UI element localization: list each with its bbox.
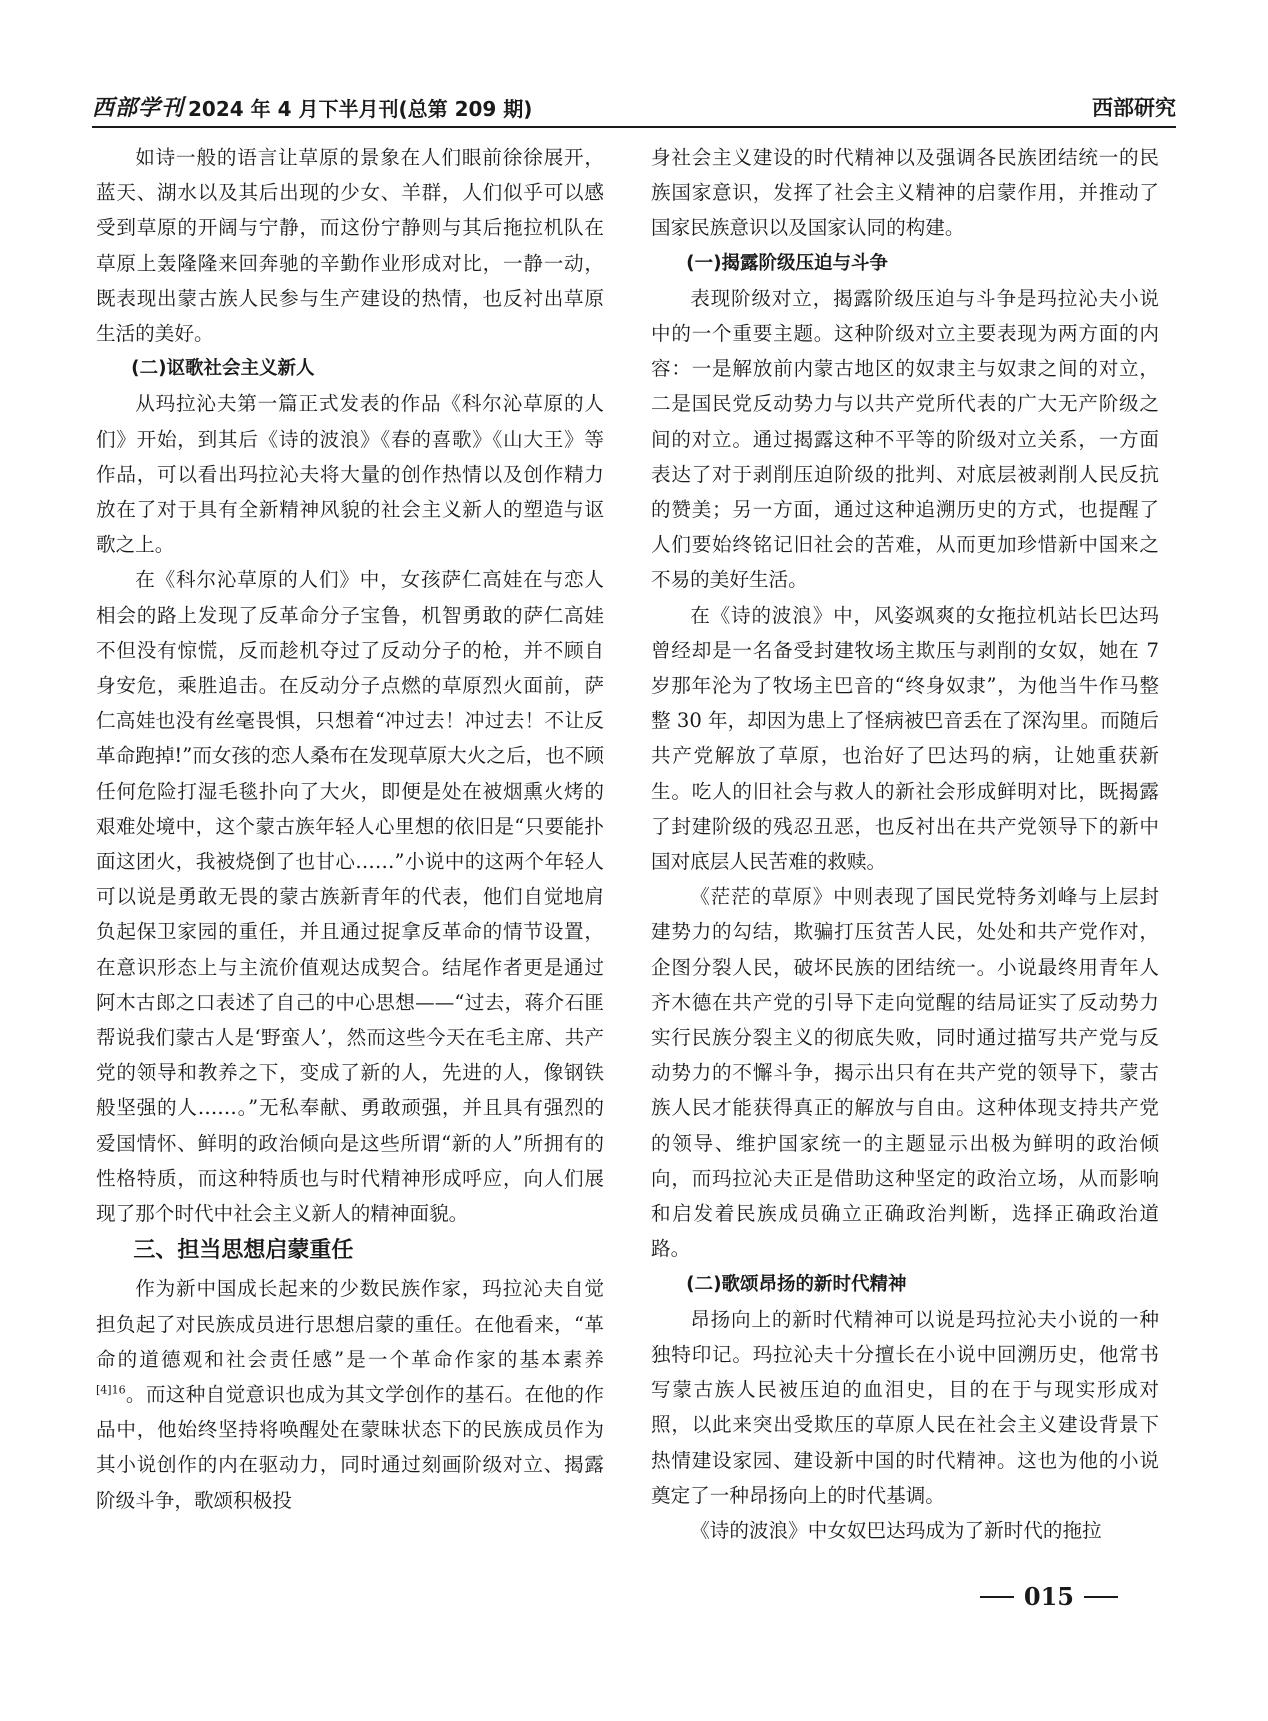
header-left bbox=[92, 91, 532, 122]
paragraph: 《茫茫的草原》中则表现了国民党特务刘峰与上层封建势力的勾结，欺骗打压贫苦人民，处处和共产党作对，企图分裂人民，破坏民族的团结统一。小说最终用青年人齐木德在共产党的引导下走向觉醒的结局证实了反动势力实行民族分裂主义的彻底失败，同时通过描写共产党与反动势力的不懈斗争，揭示出只有在共产党的领导下，蒙古族人民才能获得真正的解放与自由。这种体现支持共产党的领导、维护国家统一的主题显示出极为鲜明的政治倾向，而玛拉沁夫正是借助这种坚定的政治立场，从而影响和启发着民族成员确立正确政治判断，选择正确政治道路。 bbox=[651, 885, 1159, 1261]
paragraph: 昂扬向上的新时代精神可以说是玛拉沁夫小说的一种独特印记。玛拉沁夫十分擅长在小说中回溯历史，他常书写蒙古族人民被压迫的血泪史，目的在于与现实形成对照，以此来突出受欺压的草原人民在社会主义建设背景下热情建设家园、建设新中国的时代精神。这也为他的小说奠定了一种昂扬向上的时代基调。 bbox=[651, 1307, 1159, 1507]
journal-name: 西部学刊 bbox=[92, 95, 185, 121]
section-name: 西部研究 bbox=[1092, 96, 1176, 120]
page-header bbox=[92, 88, 1176, 128]
paragraph: 《诗的波浪》中女奴巴达玛成为了新时代的拖拉 bbox=[690, 1518, 1102, 1542]
paragraph: 如诗一般的语言让草原的景象在人们眼前徐徐展开，蓝天、湖水以及其后出现的少女、羊群，人们似乎可以感受到草原的开阔与宁静，而这份宁静则与其后拖拉机队在草原上轰隆隆来回奔驰的辛勤作业形成对比，一静一动，既表现出蒙古族人民参与生产建设的热情，也反衬出草原生活的美好。 bbox=[96, 146, 604, 346]
left-column bbox=[96, 140, 604, 1518]
paragraph: 表现阶级对立，揭露阶级压迫与斗争是玛拉沁夫小说中的一个重要主题。这种阶级对立主要表现为两方面的内容：一是解放前内蒙古地区的奴隶主与奴隶之间的对立，二是国民党反动势力与以共产党所代表的广大无产阶级之间的对立。通过揭露这种不平等的阶级对立关系，一方面表达了对于剥削压迫阶级的批判、对底层被剥削人民反抗的赞美；另一方面，通过这种追溯历史的方式，也提醒了人们要始终铭记旧社会的苦难，从而更加珍惜新中国来之不易的美好生活。 bbox=[651, 286, 1159, 592]
subsection-heading: (二)歌颂昂扬的新时代精神 bbox=[686, 1273, 907, 1295]
dash-right bbox=[1084, 1596, 1118, 1598]
right-column bbox=[651, 140, 1159, 1548]
paragraph bbox=[96, 1271, 604, 1517]
issue-info: 2024 年 4 月下半月刊(总第 209 期) bbox=[188, 97, 533, 121]
page-number-text: 015 bbox=[1023, 1582, 1074, 1611]
subsection-heading: (一)揭露阶级压迫与斗争 bbox=[686, 252, 889, 274]
subsection-heading: (二)讴歌社会主义新人 bbox=[131, 358, 315, 380]
paragraph: 在《科尔沁草原的人们》中，女孩萨仁高娃在与恋人相会的路上发现了反革命分子宝鲁，机智勇敢的萨仁高娃不但没有惊慌，反而趁机夺过了反动分子的枪，并不顾自身安危，乘胜追击。在反动分子点燃的草原烈火面前，萨仁高娃也没有丝毫畏惧，只想着“冲过去！冲过去！不让反革命跑掉!”而女孩的恋人桑布在发现草原大火之后，也不顾任何危险打湿毛毯扑向了大火，即便是处在被烟熏火烤的艰难处境中，这个蒙古族年轻人心里想的依旧是“只要能扑面这团火，我被烧倒了也甘心……”小说中的这两个年轻人可以说是勇敢无畏的蒙古族新青年的代表，他们自觉地肩负起保卫家园的重任，并且通过捉拿反革命的情节设置，在意识形态上与主流价值观达成契合。结尾作者更是通过阿木古郎之口表述了自己的中心思想——“过去，蒋介石匪帮说我们蒙古人是‘野蛮人’，然而这些今天在毛主席、共产党的领导和教养之下，变成了新的人，先进的人，像钢铁般坚强的人……。”无私奉献、勇敢顽强，并且具有强烈的爱国情怀、鲜明的政治倾向是这些所谓“新的人”所拥有的性格特质，而这种特质也与时代精神形成呼应，向人们展现了那个时代中社会主义新人的精神面貌。 bbox=[96, 568, 604, 1226]
citation-ref: [4]16 bbox=[96, 1383, 126, 1397]
page-number bbox=[980, 1582, 1118, 1611]
paragraph-text: 。而这种自觉意识也成为其文学创作的基石。在他的作品中，他始终坚持将唤醒处在蒙昧状态下的民族成员作为其小说创作的内在驱动力，同时通过刻画阶级对立、揭露阶级斗争，歌颂积极投 bbox=[96, 1382, 604, 1512]
paragraph: 身社会主义建设的时代精神以及强调各民族团结统一的民族国家意识，发挥了社会主义精神的启蒙作用，并推动了国家民族意识以及国家认同的构建。 bbox=[651, 146, 1159, 240]
dash-left bbox=[980, 1596, 1014, 1598]
section-heading: 三、担当思想启蒙重任 bbox=[133, 1238, 354, 1264]
paragraph: 在《诗的波浪》中，风姿飒爽的女拖拉机站长巴达玛曾经却是一名备受封建牧场主欺压与剥削的女奴，她在 7 岁那年沦为了牧场主巴音的“终身奴隶”，为他当牛作马整整 30 年，却因为患上了怪病被巴音丢在了深沟里。而随后共产党解放了草原，也治好了巴达玛的病，让她重获新生。吃人的旧社会与救人的新社会形成鲜明对比，既揭露了封建阶级的残忍丑恶，也反衬出在共产党领导下的新中国对底层人民苦难的救赎。 bbox=[651, 603, 1159, 874]
paragraph: 从玛拉沁夫第一篇正式发表的作品《科尔沁草原的人们》开始，到其后《诗的波浪》《春的喜歌》《山大王》等作品，可以看出玛拉沁夫将大量的创作热情以及创作精力放在了对于具有全新精神风貌的社会主义新人的塑造与讴歌之上。 bbox=[96, 392, 604, 557]
paragraph-text: 作为新中国成长起来的少数民族作家，玛拉沁夫自觉担负起了对民族成员进行思想启蒙的重任。在他看来，“革命的道德观和社会责任感”是一个革命作家的基本素养 bbox=[96, 1277, 604, 1371]
